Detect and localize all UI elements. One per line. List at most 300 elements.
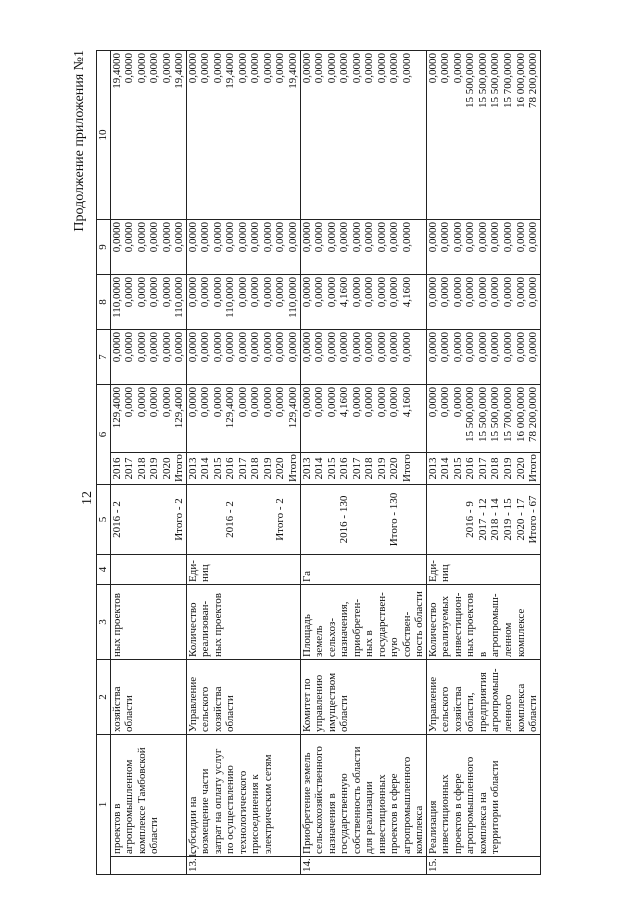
cell-line: 0,0000 (186, 387, 199, 418)
cell-line: назначения в (325, 793, 338, 854)
cell-line: 19,4000 (110, 53, 123, 89)
cell-line: 0,0000 (173, 332, 186, 363)
cell-line: 0,0000 (160, 277, 173, 308)
cell-line (439, 487, 452, 552)
cell-line: 2014 (313, 457, 326, 480)
cell-line: сельского (439, 686, 452, 732)
cell-line: 2019 (148, 457, 161, 480)
cell-line: 0,0000 (148, 222, 161, 253)
cell-line: 15 500,0000 (464, 387, 477, 442)
cell-line: 0,0000 (236, 222, 249, 253)
cell-col-9 (426, 220, 540, 275)
cell-line (262, 487, 275, 552)
cell-line: 0,0000 (400, 53, 413, 84)
cell-line: 0,0000 (439, 332, 452, 363)
cell-line (249, 487, 262, 552)
cell-line: 0,0000 (160, 387, 173, 418)
cell-line: 0,0000 (388, 277, 401, 308)
cell-line: 2017 (476, 457, 489, 480)
cell-line: 2016 - 2 (224, 501, 237, 538)
cell-line: 0,0000 (363, 332, 376, 363)
cell-line: агропромышленного (400, 756, 413, 854)
cell-col-6 (300, 385, 426, 453)
cell-unit (110, 555, 173, 585)
cell-line: 0,0000 (249, 53, 262, 84)
cell-item-number (426, 857, 540, 875)
cell-line: 15 500,0000 (489, 53, 502, 108)
cell-executor (110, 660, 173, 735)
cell-line: 2020 (160, 457, 173, 480)
cell-line: 0,0000 (502, 332, 514, 363)
cell-measure-name (186, 735, 300, 857)
cell-line: 78 200,0000 (527, 53, 540, 108)
cell-years (173, 453, 186, 485)
cell-line: 2016 (338, 457, 351, 480)
cell-line: 0,0000 (375, 332, 388, 363)
cell-line: Итого - 67 (527, 495, 540, 544)
cell-line: 0,0000 (274, 332, 287, 363)
cell-line: комплекса на (476, 792, 489, 854)
cell-line (363, 487, 376, 552)
cell-line: 110,0000 (286, 277, 299, 318)
cell-line: хозяйства (451, 686, 464, 732)
cell-line: 0,0000 (160, 332, 173, 363)
cell-line: 0,0000 (123, 53, 136, 84)
cell-line: 15. (426, 858, 439, 872)
cell-line: 14. (300, 858, 313, 872)
cell-line: хозяйства (211, 686, 224, 732)
cell-line: 0,0000 (173, 222, 186, 253)
cell-line: 0,0000 (123, 277, 136, 308)
column-number-6: 6 (97, 385, 111, 485)
cell-line: 15 500,0000 (489, 387, 502, 442)
cell-line: 4,1600 (338, 387, 351, 418)
cell-line: 0,0000 (451, 332, 464, 363)
cell-line: хозяйства (110, 686, 123, 732)
cell-col-9 (300, 220, 426, 275)
cell-indicator (173, 585, 186, 660)
cell-target-value (110, 485, 173, 555)
cell-line: 2013 (300, 457, 313, 480)
cell-line: 0,0000 (123, 222, 136, 253)
cell-line: 0,0000 (363, 222, 376, 253)
cell-measure-name (426, 735, 540, 857)
cell-line: 0,0000 (375, 277, 388, 308)
cell-line: агропромышленном (123, 759, 136, 854)
cell-line: Итого (286, 454, 299, 482)
cell-line: электрическим сетям (261, 754, 274, 854)
cell-line: 0,0000 (350, 222, 363, 253)
column-number-10: 10 (97, 51, 111, 220)
cell-measure-name (173, 735, 186, 857)
cell-line: 0,0000 (350, 277, 363, 308)
cell-line: в (476, 651, 489, 657)
cell-line: Площадь (300, 614, 313, 657)
cell-years (110, 453, 173, 485)
cell-line: реализуемых (439, 595, 452, 657)
cell-line: 0,0000 (199, 222, 212, 253)
cell-line: 16 000,0000 (514, 387, 527, 442)
cell-line: 0,0000 (363, 387, 376, 418)
cell-line: проектов в (110, 803, 123, 854)
cell-line: сельского (199, 686, 212, 732)
cell-line: Комитет по (300, 678, 313, 732)
cell-line: 0,0000 (300, 222, 313, 253)
cell-line: 2018 (249, 457, 262, 480)
appendix-continuation-title: Продолжение приложения №1 (72, 50, 87, 232)
cell-line: 0,0000 (476, 277, 489, 308)
cell-line: 0,0000 (325, 222, 338, 253)
cell-line: 0,0000 (249, 277, 262, 308)
cell-line (173, 859, 186, 872)
cell-line: 0,0000 (363, 53, 376, 84)
cell-line: 0,0000 (123, 387, 136, 418)
cell-years (186, 453, 300, 485)
cell-item-number (110, 857, 173, 875)
cell-line: 0,0000 (135, 277, 148, 308)
cell-line: 0,0000 (300, 332, 313, 363)
cell-executor (173, 660, 186, 735)
cell-line: 0,0000 (325, 387, 338, 418)
cell-col-7 (110, 330, 173, 385)
cell-line: территории области (489, 760, 502, 854)
cell-line: области (224, 695, 237, 732)
cell-line: 0,0000 (451, 387, 464, 418)
cell-line: 129,4000 (224, 387, 237, 429)
cell-line: 0,0000 (224, 222, 237, 253)
cell-line (199, 487, 212, 552)
cell-line: 0,0000 (211, 53, 224, 84)
cell-line: 15 700,0000 (502, 387, 514, 442)
cell-line: 2016 - 9 (464, 501, 477, 538)
cell-col-8 (300, 275, 426, 330)
cell-indicator (300, 585, 426, 660)
cell-executor (300, 660, 426, 735)
cell-line: ную (388, 637, 401, 657)
cell-line: 0,0000 (426, 53, 439, 84)
column-number-7: 7 (97, 330, 111, 385)
cell-indicator (426, 585, 540, 660)
cell-line: 0,0000 (426, 332, 439, 363)
cell-line: комплексе Тамбовской (135, 747, 148, 854)
cell-line: 2017 (350, 457, 363, 480)
cell-line: 129,4000 (286, 387, 299, 429)
cell-line: 0,0000 (489, 332, 502, 363)
cell-line: 0,0000 (224, 332, 237, 363)
cell-col-10 (173, 51, 186, 220)
cell-line: 0,0000 (514, 222, 527, 253)
column-number-header (97, 51, 111, 875)
cell-line: 0,0000 (261, 387, 274, 418)
cell-target-value (426, 485, 540, 555)
cell-line: 0,0000 (211, 277, 224, 308)
cell-line: 0,0000 (135, 53, 148, 84)
cell-line (187, 487, 200, 552)
cell-line: 2020 (274, 457, 287, 480)
cell-col-10 (110, 51, 173, 220)
cell-line: 0,0000 (186, 277, 199, 308)
cell-line: 2019 (261, 457, 274, 480)
cell-line: ных проектов (464, 593, 477, 657)
cell-line: 0,0000 (300, 277, 313, 308)
cell-line: государственную (338, 773, 351, 854)
cell-line: 19,4000 (173, 53, 186, 89)
cell-line: 2019 (502, 457, 514, 480)
cell-col-10 (300, 51, 426, 220)
cell-unit (426, 555, 540, 585)
cell-line: 0,0000 (363, 277, 376, 308)
cell-line: 13.1. (186, 850, 199, 872)
cell-line: Управление (426, 676, 439, 732)
cell-item-number (300, 857, 426, 875)
cell-col-8 (186, 275, 300, 330)
cell-line: сельхоз- (325, 618, 338, 657)
cell-line: имуществом (325, 672, 338, 732)
cell-line: 0,0000 (476, 222, 489, 253)
table-row (426, 51, 540, 875)
cell-line: области (527, 695, 540, 732)
cell-line: инвестиционных (439, 774, 452, 854)
cell-line: Приобретение земель (300, 752, 313, 854)
cell-line: 0,0000 (313, 277, 326, 308)
cell-line: 0,0000 (426, 387, 439, 418)
cell-line: 0,0000 (375, 222, 388, 253)
cell-target-value (300, 485, 426, 555)
cell-line: 0,0000 (527, 277, 540, 308)
cell-line: 0,0000 (199, 332, 212, 363)
cell-item-number (186, 850, 300, 875)
cell-measure-name (300, 735, 426, 857)
cell-line: 0,0000 (135, 332, 148, 363)
cell-target-value (173, 485, 186, 555)
rotated-page-content (72, 50, 616, 875)
cell-line: 2020 (388, 457, 401, 480)
cell-line: 0,0000 (211, 387, 224, 418)
cell-line: 0,0000 (274, 387, 287, 418)
cell-line: области (123, 695, 136, 732)
cell-line: 15 500,0000 (464, 53, 477, 108)
cell-indicator (186, 585, 300, 660)
cell-line: субсидии на (186, 796, 199, 854)
cell-line: 2016 - 2 (110, 501, 123, 538)
cell-line: 16 000,0000 (514, 53, 527, 108)
cell-line: 19,4000 (286, 53, 299, 89)
cell-line: 0,0000 (110, 332, 123, 363)
cell-line: 0,0000 (249, 332, 262, 363)
cell-line: 0,0000 (464, 332, 477, 363)
column-number-9: 9 (97, 220, 111, 275)
cell-line: 110,0000 (110, 277, 123, 318)
cell-line: 0,0000 (350, 53, 363, 84)
cell-line: 0,0000 (261, 277, 274, 308)
cell-line (111, 859, 124, 872)
cell-line: 0,0000 (338, 53, 351, 84)
cell-line: 0,0000 (388, 53, 401, 84)
cell-line: 4,1600 (400, 277, 413, 308)
cell-line: ность области (413, 591, 426, 657)
cell-line: государствен- (375, 592, 388, 657)
cell-executor (186, 660, 300, 735)
cell-line: 2018 (363, 457, 376, 480)
cell-line: 2016 (464, 457, 477, 480)
cell-col-9 (173, 220, 186, 275)
cell-line: 0,0000 (300, 387, 313, 418)
cell-line: области (338, 695, 351, 732)
cell-line: 0,0000 (388, 222, 401, 253)
cell-line: 15 500,0000 (476, 53, 489, 108)
cell-line: Еди- (186, 560, 199, 582)
cell-line: 0,0000 (400, 332, 413, 363)
cell-col-10 (426, 51, 540, 220)
cell-col-8 (426, 275, 540, 330)
cell-line: 110,0000 (173, 277, 186, 318)
cell-line: 0,0000 (186, 53, 199, 84)
cell-line: 0,0000 (148, 277, 161, 308)
cell-line: инвестицион- (451, 592, 464, 657)
cell-line: собственность области (350, 746, 363, 854)
cell-col-6 (173, 385, 186, 453)
cell-line: 2015 (325, 457, 338, 480)
cell-years (426, 453, 540, 485)
cell-line: 2016 (224, 457, 237, 480)
cell-line: Управление (186, 676, 199, 732)
cell-line: 0,0000 (527, 222, 540, 253)
cell-line: 0,0000 (186, 222, 199, 253)
cell-line: 0,0000 (236, 332, 249, 363)
cell-indicator (110, 585, 173, 660)
cell-line: комплекса (413, 805, 426, 854)
cell-line: 0,0000 (236, 277, 249, 308)
cell-line (351, 487, 364, 552)
cell-line: присоединения к (249, 774, 262, 854)
cell-line: 0,0000 (388, 332, 401, 363)
column-number-5: 5 (97, 485, 111, 555)
cell-line: 0,0000 (261, 222, 274, 253)
cell-line: 0,0000 (160, 53, 173, 84)
cell-line: 2017 - 12 (476, 498, 489, 541)
cell-line: 0,0000 (325, 332, 338, 363)
cell-line: 0,0000 (261, 53, 274, 84)
column-number-2: 2 (97, 660, 111, 735)
cell-line: 0,0000 (439, 277, 452, 308)
cell-line: 0,0000 (476, 332, 489, 363)
cell-line: 0,0000 (400, 222, 413, 253)
cell-line: для реализации (363, 781, 376, 854)
cell-line (301, 487, 314, 552)
cell-line: 0,0000 (110, 222, 123, 253)
cell-line: 2016 (110, 457, 123, 480)
table-row (110, 51, 173, 875)
cell-line: 78 200,0000 (527, 387, 540, 442)
cell-line: 0,0000 (350, 332, 363, 363)
cell-line: агропромышленного (464, 756, 477, 854)
cell-line: сельскохозяйственного (313, 746, 326, 854)
cell-line: ных в (363, 630, 376, 657)
cell-line: 0,0000 (274, 277, 287, 308)
cell-line: по осуществлению (224, 765, 237, 854)
cell-line: 19,4000 (224, 53, 237, 89)
cell-line: инвестиционных (375, 774, 388, 854)
table-row (300, 51, 426, 875)
cell-line: 2015 (211, 457, 224, 480)
cell-line: ленном (502, 622, 514, 657)
cell-line: 2020 - 17 (514, 498, 527, 541)
cell-line: Итого (173, 454, 186, 482)
cell-line: 0,0000 (464, 277, 477, 308)
cell-executor (426, 660, 540, 735)
cell-line: 0,0000 (451, 222, 464, 253)
cell-line: 0,0000 (426, 222, 439, 253)
cell-line: 0,0000 (236, 387, 249, 418)
cell-line: управлению (313, 674, 326, 732)
cell-target-value (186, 485, 300, 555)
cell-years (300, 453, 426, 485)
cell-line: 0,0000 (300, 53, 313, 84)
cell-col-6 (426, 385, 540, 453)
cell-line (452, 487, 465, 552)
cell-line: 2020 (514, 457, 527, 480)
cell-line: 0,0000 (236, 53, 249, 84)
cell-col-7 (300, 330, 426, 385)
cell-line: 0,0000 (211, 332, 224, 363)
cell-line: 2017 (236, 457, 249, 480)
cell-line: ниц (439, 564, 452, 582)
cell-line: 2015 (451, 457, 464, 480)
cell-line: 0,0000 (439, 53, 452, 84)
cell-line: 0,0000 (249, 222, 262, 253)
cell-line: Реализация (426, 800, 439, 854)
column-number-3: 3 (97, 585, 111, 660)
cell-line: 0,0000 (148, 387, 161, 418)
cell-line: 0,0000 (439, 222, 452, 253)
cell-line: 0,0000 (325, 53, 338, 84)
cell-item-number (173, 857, 186, 875)
cell-line (376, 487, 389, 552)
table-body (110, 51, 540, 875)
page-number: 12 (80, 491, 95, 505)
cell-line: 2014 (439, 457, 452, 480)
cell-line (237, 487, 250, 552)
cell-line: 0,0000 (199, 387, 212, 418)
cell-line: ных проектов (110, 593, 123, 657)
cell-line: 129,4000 (173, 387, 186, 429)
cell-line: земель (313, 625, 326, 657)
cell-line: 0,0000 (451, 53, 464, 84)
cell-line: приобретен- (350, 599, 363, 657)
cell-line: 0,0000 (451, 277, 464, 308)
cell-line: 0,0000 (514, 277, 527, 308)
program-measures-table (96, 50, 541, 875)
cell-line: Количество (186, 602, 199, 657)
cell-line: Га (300, 571, 313, 582)
cell-line: 0,0000 (426, 277, 439, 308)
cell-line: 0,0000 (286, 332, 299, 363)
cell-line: 0,0000 (313, 387, 326, 418)
column-number-1: 1 (97, 735, 111, 875)
cell-line: 0,0000 (286, 222, 299, 253)
cell-line: 0,0000 (211, 222, 224, 253)
cell-line: 2019 (375, 457, 388, 480)
cell-col-6 (110, 385, 173, 453)
cell-line: ниц (199, 564, 212, 582)
cell-line: 0,0000 (274, 222, 287, 253)
cell-line: 0,0000 (261, 332, 274, 363)
cell-line: 0,0000 (388, 387, 401, 418)
cell-line: агропромыш- (489, 668, 502, 732)
cell-line: 0,0000 (338, 222, 351, 253)
column-number-4: 4 (97, 555, 111, 585)
column-number-8: 8 (97, 275, 111, 330)
